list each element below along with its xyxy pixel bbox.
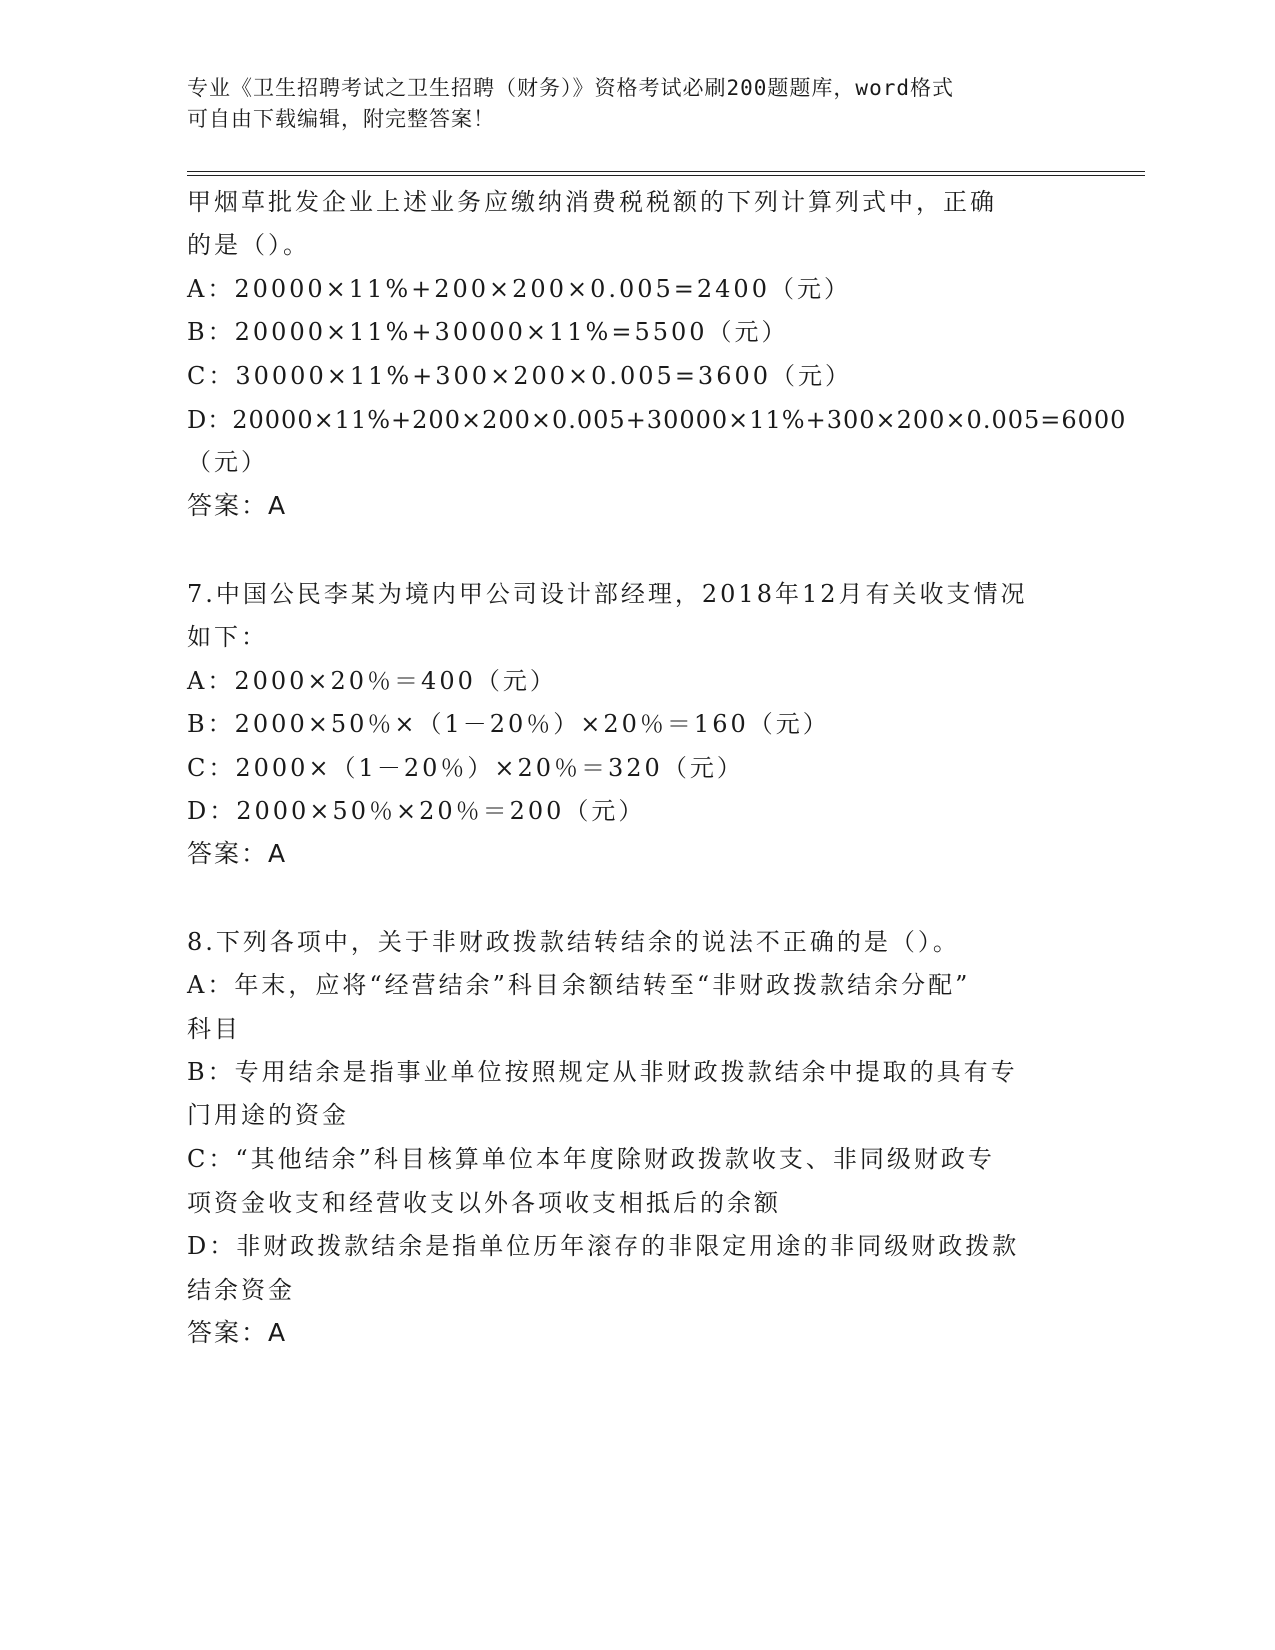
option-b: B：20000×11%+30000×11%=5500（元） [187, 318, 789, 346]
option-c-line-1: C：“其他结余”科目核算单位本年度除财政拨款收支、非同级财政专 [187, 1145, 995, 1173]
option-d: D：2000×50％×20％＝200（元） [187, 797, 646, 825]
option-c: C：2000×（1－20％）×20％＝320（元） [187, 754, 744, 782]
header-title-line-1: 专业《卫生招聘考试之卫生招聘（财务）》资格考试必刷200题题库，word格式 [187, 76, 954, 100]
option-b-line-1: B：专用结余是指事业单位按照规定从非财政拨款结余中提取的具有专 [187, 1058, 1018, 1086]
option-a: A：20000×11%+200×200×0.005=2400（元） [187, 275, 851, 303]
question-stem-line-2: 的是（）。 [187, 231, 310, 259]
header-divider-top [187, 171, 1145, 172]
option-d-line-2: （元） [187, 448, 268, 476]
option-b-line-2: 门用途的资金 [187, 1101, 349, 1129]
option-a-line-1: A：年末，应将“经营结余”科目余额结转至“非财政拨款结余分配” [187, 971, 971, 999]
option-d-line-1: D：20000×11%+200×200×0.005+30000×11%+300×200×0.005=6000 [187, 406, 1127, 434]
option-a: A：2000×20％＝400（元） [187, 667, 557, 695]
option-d-line-1: D：非财政拨款结余是指单位历年滚存的非限定用途的非同级财政拨款 [187, 1232, 1020, 1260]
answer: 答案：A [187, 839, 288, 868]
header-divider-bottom [187, 175, 1145, 176]
option-c: C：30000×11%+300×200×0.005=3600（元） [187, 362, 853, 390]
question-stem: 8.下列各项中，关于非财政拨款结转结余的说法不正确的是（）。 [187, 928, 960, 956]
option-b: B：2000×50％×（1－20％）×20％＝160（元） [187, 710, 830, 738]
question-stem-line-2: 如下： [187, 623, 268, 651]
question-stem-line-1: 7.中国公民李某为境内甲公司设计部经理，2018年12月有关收支情况 [187, 580, 1028, 608]
option-a-line-2: 科目 [187, 1015, 241, 1043]
question-stem-line-1: 甲烟草批发企业上述业务应缴纳消费税税额的下列计算列式中，正确 [187, 188, 997, 216]
option-d-line-2: 结余资金 [187, 1276, 295, 1304]
header-title-line-2: 可自由下载编辑，附完整答案！ [187, 107, 495, 131]
answer: 答案：A [187, 1318, 288, 1347]
option-c-line-2: 项资金收支和经营收支以外各项收支相抵后的余额 [187, 1189, 781, 1217]
answer: 答案：A [187, 491, 288, 520]
